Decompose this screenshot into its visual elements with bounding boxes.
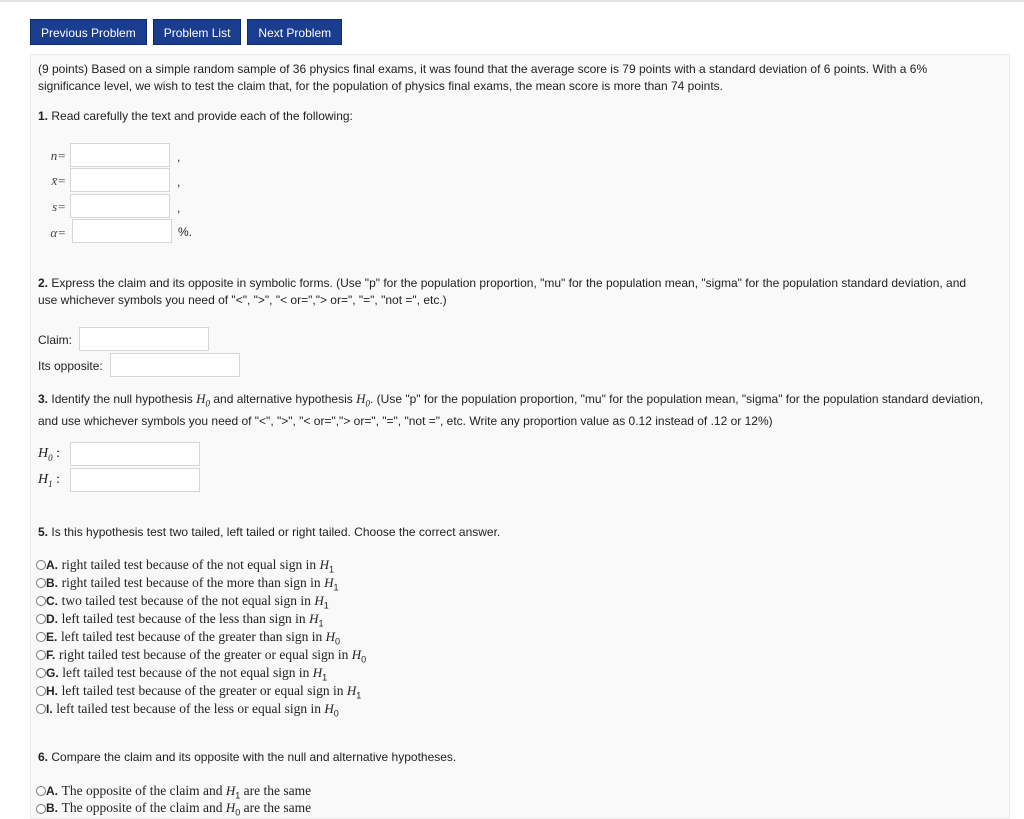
q5-radio-f[interactable] [36,650,46,660]
previous-problem-button[interactable]: Previous Problem [30,19,147,45]
q5-option-h[interactable]: H. left tailed test because of the greater or equal sign in $H_1$ [46,683,362,701]
problem-nav [30,19,342,45]
q5-radio-d[interactable] [36,614,46,624]
q5-radio-g[interactable] [36,668,46,678]
q5-option-b[interactable]: B. right tailed test because of the more than sign in $H_1$ [46,575,339,593]
question-2-number: 2. [38,276,49,290]
s-input[interactable] [70,194,170,218]
n-comma: , [177,150,181,164]
question-3-number: 3. [38,392,49,406]
opposite-label: Its opposite: [38,359,103,373]
q6-radio-a[interactable] [36,786,46,796]
n-input[interactable] [70,143,170,167]
question-1-text: Read carefully the text and provide each of the following: [51,109,353,123]
question-1-number: 1. [38,109,49,123]
alpha-percent: %. [178,225,193,239]
question-5-number: 5. [38,525,49,539]
q5-radio-i[interactable] [36,704,46,714]
xbar-comma: , [177,175,181,189]
h1-label: $H_1$ : [38,472,61,489]
q5-radio-c[interactable] [36,596,46,606]
q5-option-g[interactable]: G. left tailed test because of the not equal sign in $H_1$ [46,665,328,683]
question-2-prompt [38,275,988,309]
q5-radio-b[interactable] [36,578,46,588]
q5-radio-a[interactable] [36,560,46,570]
alpha-label: α= [50,225,66,240]
question-2-text: Express the claim and its opposite in symbolic forms. (Use "p" for the population proportion, "mu" for the population mean, "sigma" for the population standard deviation, and use whichever symbols you need of "<", ">", "< or=","> or=", "=", "not =", etc.) [38,276,967,307]
q5-option-c[interactable]: C. two tailed test because of the not equal sign in $H_1$ [46,593,329,611]
q5-option-d[interactable]: D. left tailed test because of the less than sign in $H_1$ [46,611,324,629]
h0-symbol-inline: $H_0$ [196,391,211,409]
claim-input[interactable] [79,327,209,351]
h0-input[interactable] [70,442,200,466]
question-1-prompt [38,109,353,123]
n-label: n= [50,148,66,163]
h1-input[interactable] [70,468,200,492]
question-3-text-a: Identify the null hypothesis [51,392,197,406]
question-6-prompt [38,750,456,764]
question-5-text: Is this hypothesis test two tailed, left tailed or right tailed. Choose the correct answer. [51,525,501,539]
q5-option-f[interactable]: F. right tailed test because of the greater or equal sign in $H_0$ [46,647,367,665]
question-3-text-b: and alternative hypothesis [210,392,357,406]
problem-list-button[interactable]: Problem List [153,19,242,45]
s-label: s= [52,199,66,214]
problem-statement: (9 points) Based on a simple random sample of 36 physics final exams, it was found that the average score is 79 points with a standard deviation of 6 points. With a 6% significance level, we wish to test the claim that, for the population of physics final exams, the mean score is more than 74 points. [38,62,928,93]
q5-option-a[interactable]: A. right tailed test because of the not equal sign in $H_1$ [46,557,334,575]
q6-radio-b[interactable] [36,804,46,814]
q6-option-a[interactable]: A. The opposite of the claim and $H_1$ are the same [46,783,312,801]
question-6-number: 6. [38,750,49,764]
opposite-input[interactable] [110,353,240,377]
q5-option-i[interactable]: I. left tailed test because of the less or equal sign in $H_0$ [46,701,339,719]
xbar-input[interactable] [70,168,170,192]
question-3-text-c: . (Use "p" for the population proportion, "mu" for the population mean, "sigma" for the population standard deviation, and use whichever symbols you need of "<", ">", "< or=","> or=", "=", "not =", etc. Write any proportion value as 0.12 instead of .12 or 12%) [38,392,984,428]
top-divider [0,0,1024,2]
next-problem-button[interactable]: Next Problem [247,19,342,45]
xbar-label: x̄= [51,173,66,188]
q5-option-e[interactable]: E. left tailed test because of the greater than sign in $H_0$ [46,629,341,647]
h0-label: $H_0$ : [38,446,61,463]
h0-symbol-inline-2: $H_0$ [356,391,370,409]
question-6-text: Compare the claim and its opposite with the null and alternative hypotheses. [51,750,457,764]
question-3-prompt [38,390,988,430]
s-comma: , [177,201,181,215]
q5-radio-h[interactable] [36,686,46,696]
q5-radio-e[interactable] [36,632,46,642]
claim-label: Claim: [38,333,73,347]
alpha-input[interactable] [72,219,172,243]
q6-option-b[interactable]: B. The opposite of the claim and $H_0$ are the same [46,800,312,818]
question-5-prompt [38,525,500,539]
